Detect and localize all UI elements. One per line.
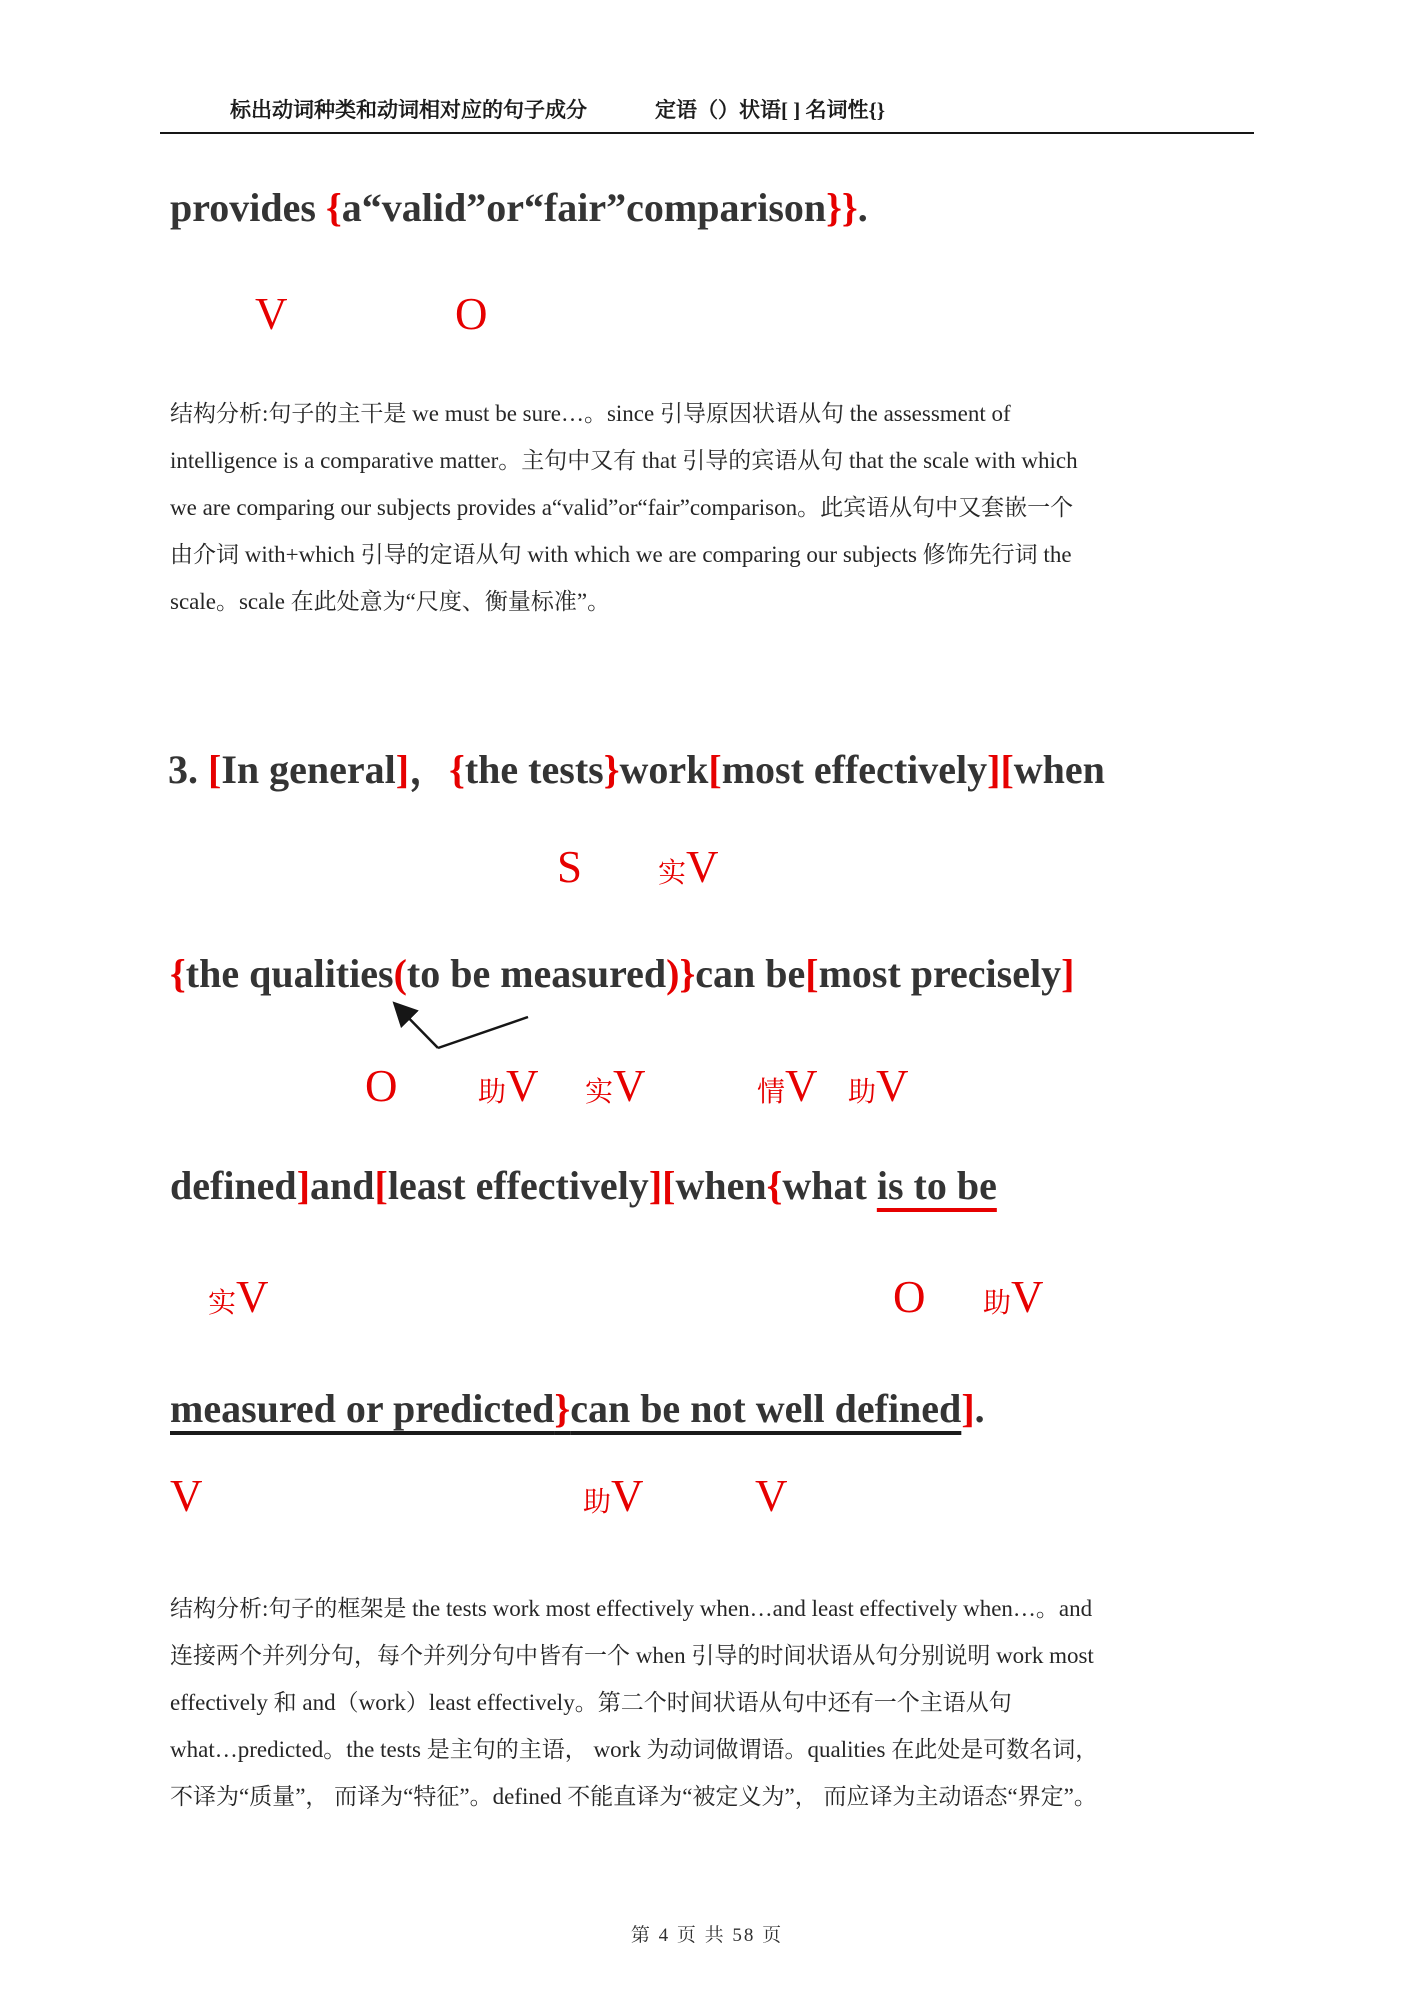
object-label: O xyxy=(893,1272,926,1322)
sentence3-heading-line2: {the qualities(to be measured)}can be[most precisely] xyxy=(170,951,1075,996)
analysis-line: scale。scale 在此处意为“尺度、衡量标准”。 xyxy=(170,589,611,614)
sentence3-heading-line1: 3. [In general]，{the tests}work[most effectively][when xyxy=(168,747,1105,792)
sentence2-heading-line: provides {a“valid”or“fair”comparison}}. xyxy=(170,185,868,230)
sentence3-heading-line4: measured or predicted}can be not well defined]. xyxy=(170,1386,985,1431)
analysis-line: 结构分析:句子的主干是 we must be sure…。since 引导原因状语从句 the assessment of xyxy=(170,401,1011,426)
auxiliary-verb-label: 助V xyxy=(583,1471,644,1521)
annotation-arrows xyxy=(360,993,560,1065)
analysis-line: 由介词 with+which 引导的定语从句 with which we are comparing our subjects 修饰先行词 the xyxy=(170,542,1072,567)
analysis-line: intelligence is a comparative matter。主句中又有 that 引导的宾语从句 that the scale with which xyxy=(170,448,1078,473)
sentence3-label-row1 xyxy=(0,842,1414,901)
auxiliary-verb-label: 助V xyxy=(478,1061,539,1111)
sentence3-analysis xyxy=(170,1585,1260,1820)
auxiliary-verb-label: 助V xyxy=(983,1272,1044,1322)
analysis-line: what…predicted。the tests 是主句的主语， work 为动词做谓语。qualities 在此处是可数名词， xyxy=(170,1737,1099,1762)
sentence3-label-row3 xyxy=(0,1272,1414,1331)
auxiliary-verb-label: 助V xyxy=(848,1061,909,1111)
main-verb-label: 实V xyxy=(585,1061,646,1111)
object-label: O xyxy=(365,1061,398,1111)
verb-label: 实V xyxy=(658,842,719,892)
sentence3-heading-line3: defined]and[least effectively][when{what is to be xyxy=(170,1163,997,1208)
analysis-line: 结构分析:句子的框架是 the tests work most effectively when…and least effectively when…。and xyxy=(170,1596,1093,1621)
verb-label: V xyxy=(170,1471,203,1521)
page-number: 第 4 页 共 58 页 xyxy=(630,1925,784,1946)
analysis-line: effectively 和 and（work）least effectively。第二个时间状语从句中还有一个主语从句 xyxy=(170,1690,1012,1715)
sentence2-analysis xyxy=(170,390,1260,625)
header-right-text: 定语（）状语[ ] 名词性{} xyxy=(655,98,886,122)
sentence3-label-row4 xyxy=(0,1471,1414,1530)
modal-verb-label: 情V xyxy=(757,1061,818,1111)
header-divider xyxy=(160,132,1254,134)
subject-label: S xyxy=(557,842,583,892)
header-left-text: 标出动词种类和动词相对应的句子成分 xyxy=(230,98,587,122)
sentence3-label-row2 xyxy=(0,1061,1414,1120)
analysis-line: we are comparing our subjects provides a“valid”or“fair”comparison。此宾语从句中又套嵌一个 xyxy=(170,495,1074,520)
verb-label: V xyxy=(255,289,288,339)
analysis-line: 不译为“质量”， 而译为“特征”。defined 不能直译为“被定义为”， 而应译为主动语态“界定”。 xyxy=(170,1784,1097,1809)
sentence2-label-row xyxy=(0,289,1414,348)
main-verb-label: 实V xyxy=(208,1272,269,1322)
object-label: O xyxy=(455,289,488,339)
verb-label: V xyxy=(755,1471,788,1521)
analysis-line: 连接两个并列分句，每个并列分句中皆有一个 when 引导的时间状语从句分别说明 work most xyxy=(170,1643,1094,1668)
